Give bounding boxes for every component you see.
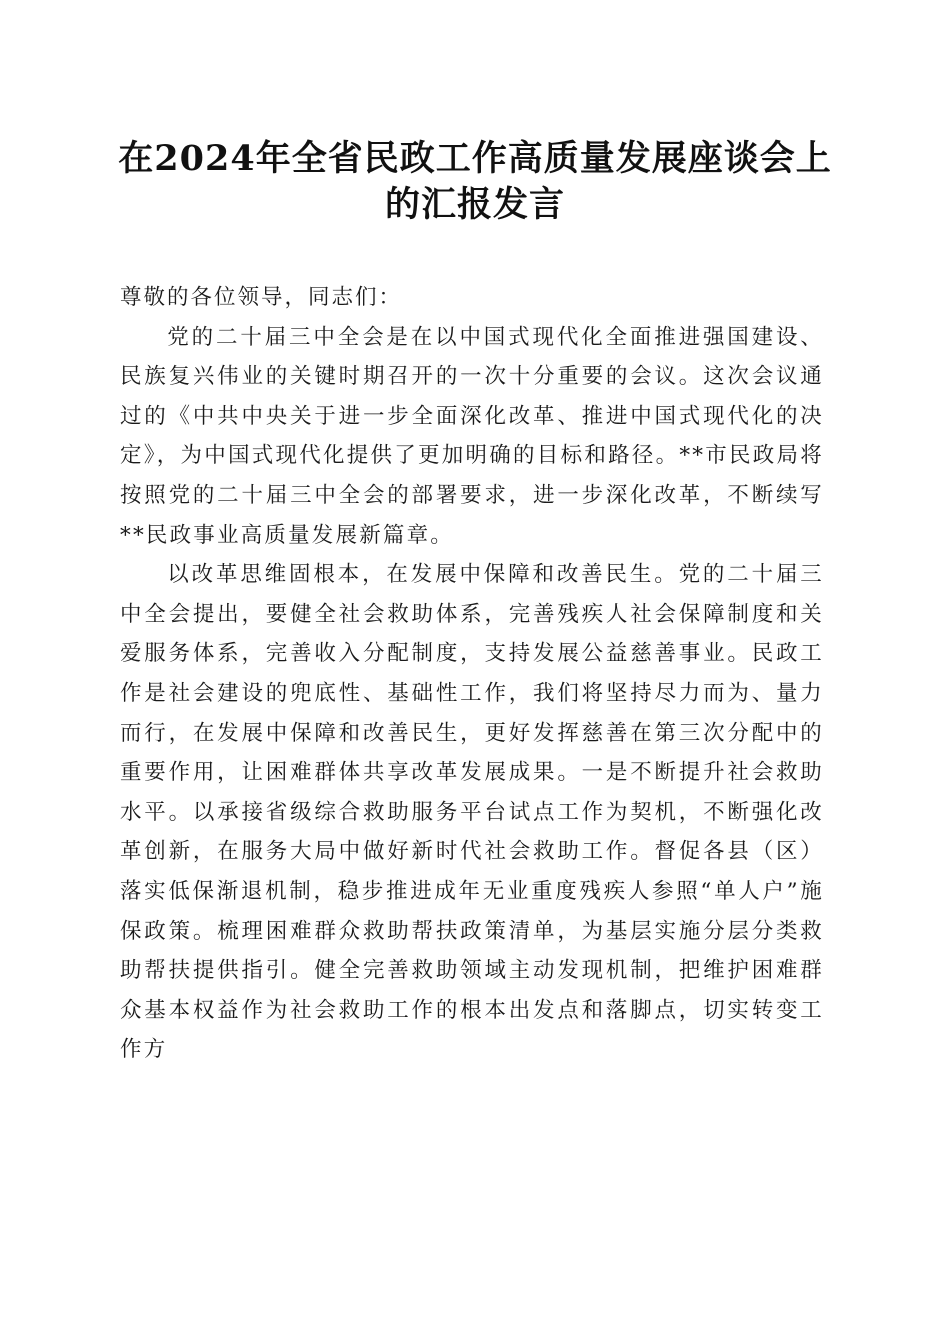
salutation: 尊敬的各位领导，同志们： [120,285,403,310]
document-body [120,278,824,1070]
paragraph-2: 以改革思维固根本，在发展中保障和改善民生。党的二十届三中全会提出，要健全社会救助体系，完善残疾人社会保障制度和关爱服务体系，完善收入分配制度，支持发展公益慈善事业。民政工作是社会建设的兜底性、基础性工作，我们将坚持尽力而为、量力而行，在发展中保障和改善民生，更好发挥慈善在第三次分配中的重要作用，让困难群体共享改革发展成果。一是不断提升社会救助水平。以承接省级综合救助服务平台试点工作为契机，不断强化改革创新，在服务大局中做好新时代社会救助工作。督促各县（区）落实低保渐退机制，稳步推进成年无业重度残疾人参照“单人户”施保政策。梳理困难群众救助帮扶政策清单，为基层实施分层分类救助帮扶提供指引。健全完善救助领域主动发现机制，把维护困难群众基本权益作为社会救助工作的根本出发点和落脚点，切实转变工作方 [120,562,824,1063]
title-line-1: 在2024年全省民政工作高质量发展座谈会上 [118,138,832,179]
document-title [110,136,840,228]
paragraph-1: 党的二十届三中全会是在以中国式现代化全面推进强国建设、民族复兴伟业的关键时期召开的一次十分重要的会议。这次会议通过的《中共中央关于进一步全面深化改革、推进中国式现代化的决定》，为中国式现代化提供了更加明确的目标和路径。**市民政局将按照党的二十届三中全会的部署要求，进一步深化改革，不断续写**民政事业高质量发展新篇章。 [120,324,824,548]
title-line-2: 的汇报发言 [384,184,565,225]
